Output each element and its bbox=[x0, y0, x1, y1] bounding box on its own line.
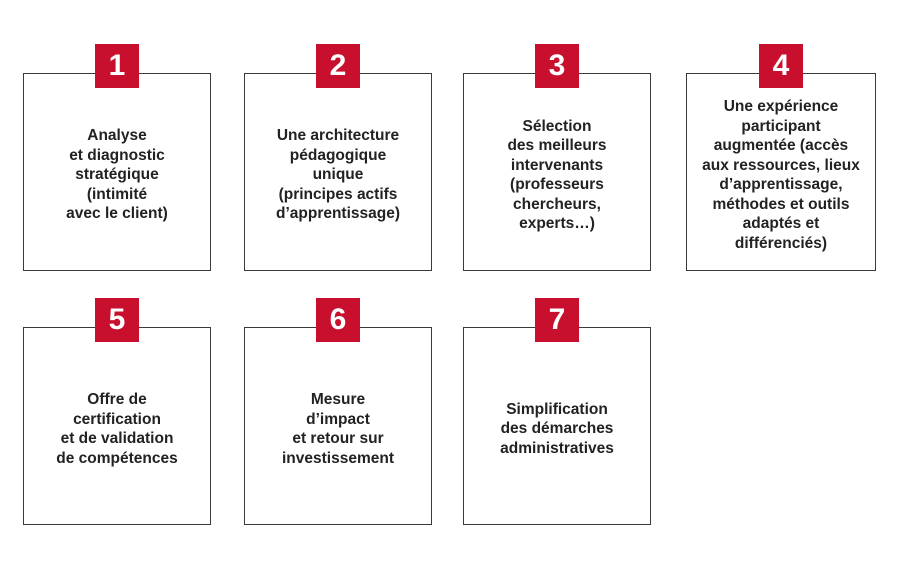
step-number-badge: 4 bbox=[759, 44, 803, 88]
step-card-2 bbox=[244, 49, 432, 271]
step-number-badge: 2 bbox=[316, 44, 360, 88]
step-number-badge: 5 bbox=[95, 298, 139, 342]
step-description: Offre de certification et de validation de compétences bbox=[56, 391, 178, 467]
step-card-6 bbox=[244, 303, 432, 525]
step-number-badge: 3 bbox=[535, 44, 579, 88]
step-card-7 bbox=[463, 303, 651, 525]
step-number-badge: 7 bbox=[535, 298, 579, 342]
step-description: Une expérience participant augmentée (accès aux ressources, lieux d’apprentissage, méthodes et outils adaptés et différenciés) bbox=[702, 98, 860, 252]
step-number-badge: 6 bbox=[316, 298, 360, 342]
step-description: Mesure d’impact et retour sur investissement bbox=[282, 391, 394, 467]
step-card-1 bbox=[23, 49, 211, 271]
step-number-badge: 1 bbox=[95, 44, 139, 88]
step-card-4 bbox=[686, 49, 876, 271]
step-description: Sélection des meilleurs intervenants (professeurs chercheurs, experts…) bbox=[507, 117, 607, 232]
step-description: Une architecture pédagogique unique (principes actifs d’apprentissage) bbox=[275, 127, 401, 223]
step-card-3 bbox=[463, 49, 651, 271]
step-description: Simplification des démarches administratives bbox=[500, 400, 614, 457]
step-card-5 bbox=[23, 303, 211, 525]
step-description: Analyse et diagnostic stratégique (intimité avec le client) bbox=[66, 127, 168, 223]
